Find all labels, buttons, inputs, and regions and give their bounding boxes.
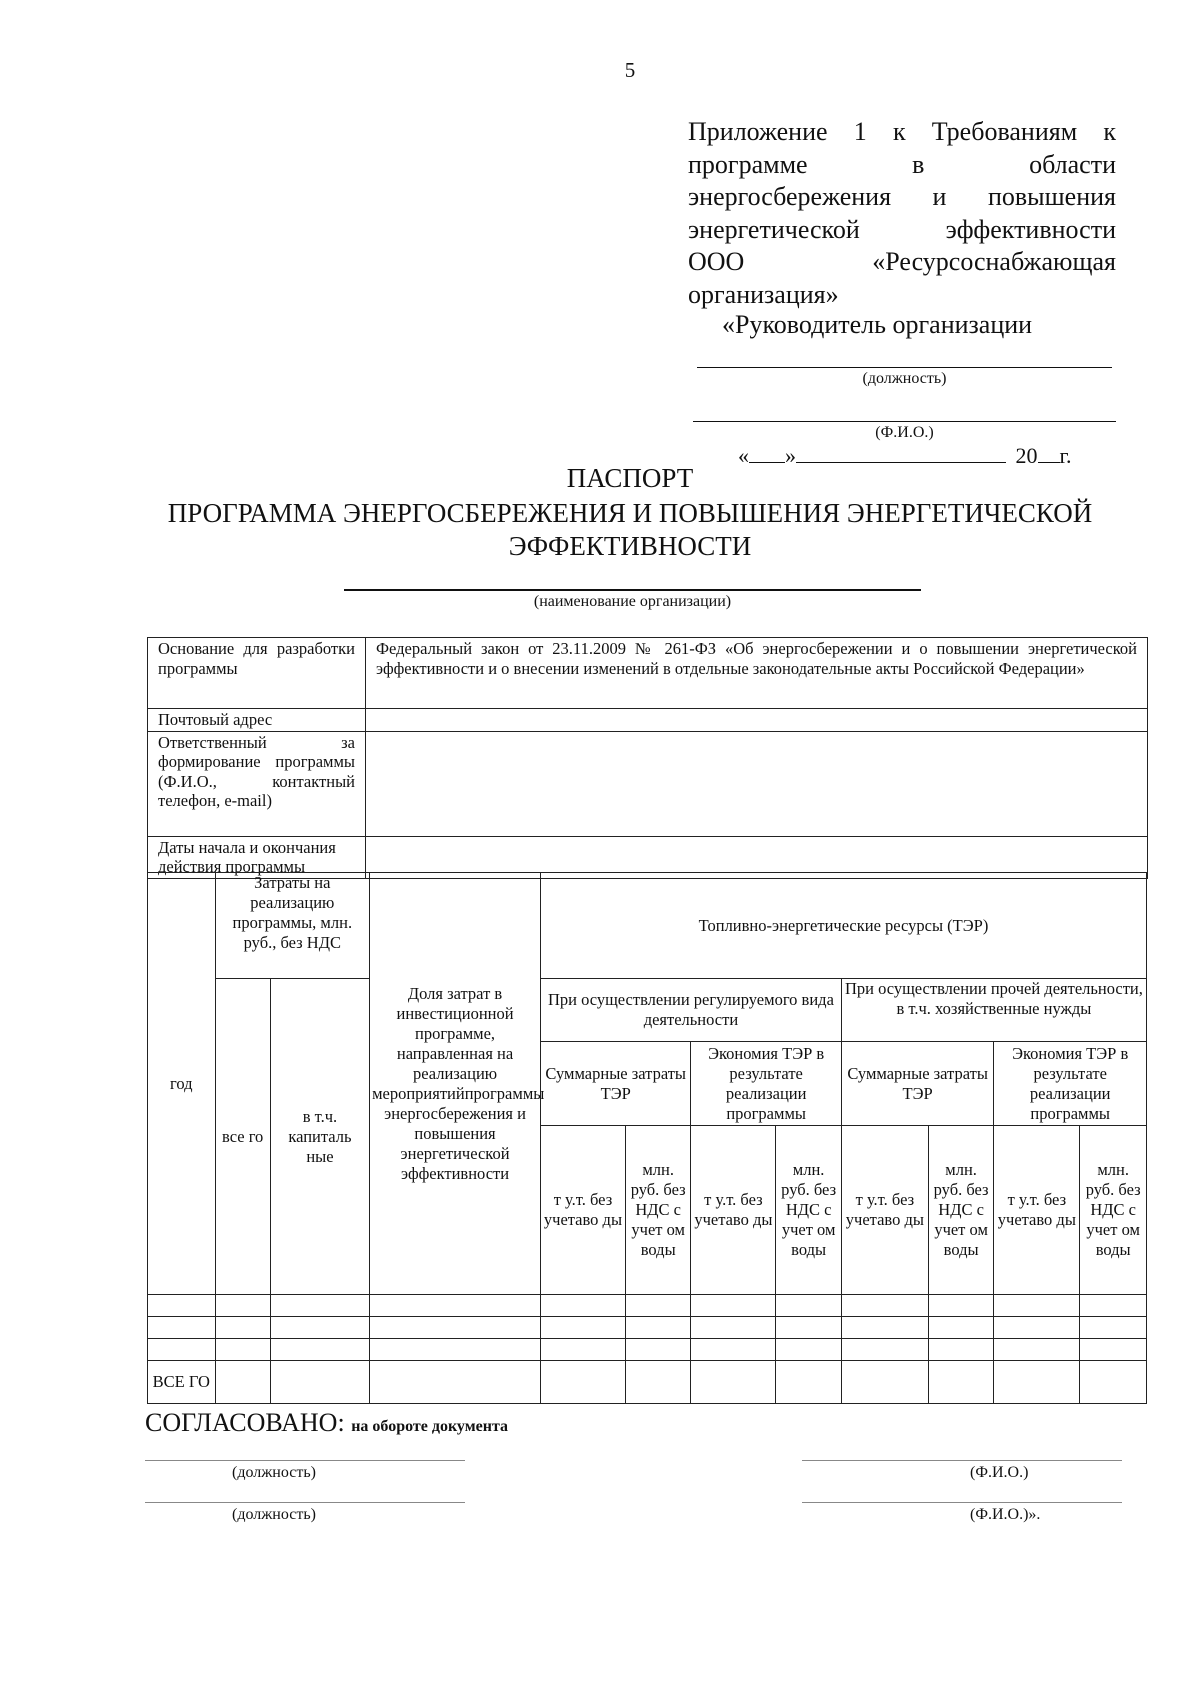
total-ter-costs-header: Суммарные затраты ТЭР: [841, 1042, 993, 1126]
fio-line: [693, 421, 1116, 422]
signature-line: [802, 1460, 1122, 1461]
signature-line: [802, 1502, 1122, 1503]
fio-caption: (Ф.И.О.): [875, 424, 934, 441]
appendix-line: Приложение 1 к Требованиям к: [688, 117, 1116, 146]
unit-tut-header: т у.т. без учетаво ды: [841, 1126, 928, 1295]
appendix-note: [688, 116, 1116, 311]
signature-fio-caption: (Ф.И.О.)».: [970, 1506, 1041, 1523]
info-label: Основание для разработки программы: [148, 638, 366, 709]
total-row-label: ВСЕ ГО: [148, 1361, 216, 1404]
ter-economy-header: Экономия ТЭР в результате реализации программы: [691, 1042, 841, 1126]
appendix-line: ООО «Ресурсоснабжающая: [688, 247, 1116, 276]
signature-position-caption: (должность): [232, 1506, 316, 1523]
total-row: [148, 1361, 1147, 1404]
energy-costs-table: [147, 872, 1147, 1404]
info-row: [148, 731, 1148, 836]
info-value: Федеральный закон от 23.11.2009 № 261-ФЗ «Об энергосбережении и о повышении энергетической эффективности и о внесении изменений в отдельные законодательные акты Российской Федерации»: [366, 638, 1148, 709]
document-title: ПАСПОРТ: [566, 463, 694, 493]
unit-rub-header: млн. руб. без НДС с учет ом воды: [1080, 1126, 1147, 1295]
signature-line: [145, 1502, 465, 1503]
month-blank: [796, 444, 1006, 463]
approved-block: [145, 1408, 508, 1438]
signature-fio-caption: (Ф.И.О.): [970, 1464, 1029, 1481]
ter-economy-header: Экономия ТЭР в результате реализации программы: [994, 1042, 1147, 1126]
unit-rub-header: млн. руб. без НДС с учет ом воды: [625, 1126, 691, 1295]
total-ter-costs-header: Суммарные затраты ТЭР: [541, 1042, 691, 1126]
year-blank: [1038, 444, 1060, 463]
appendix-line: организация»: [688, 279, 839, 309]
unit-tut-header: т у.т. без учетаво ды: [541, 1126, 626, 1295]
costs-header: Затраты на реализацию программы, млн. руб., без НДС: [215, 873, 370, 979]
date-open-quote: «: [738, 443, 749, 468]
ter-header: Топливно-энергетические ресурсы (ТЭР): [541, 873, 1147, 979]
appendix-line: программе в области: [688, 149, 1116, 179]
info-value: [366, 709, 1148, 732]
appendix-line: энергосбережения и повышения: [688, 182, 1116, 211]
date-close-quote: »: [785, 443, 796, 468]
year-header: год: [148, 873, 216, 1295]
approved-label: СОГЛАСОВАНО:: [145, 1408, 345, 1437]
costs-capital-header: в т.ч. капиталь ные: [270, 979, 369, 1295]
empty-data-row: [148, 1317, 1147, 1339]
signature-position-caption: (должность): [232, 1464, 316, 1481]
info-value: [366, 731, 1148, 836]
day-blank: [749, 444, 785, 463]
unit-rub-header: млн. руб. без НДС с учет ом воды: [928, 1126, 994, 1295]
program-info-table: [147, 637, 1148, 879]
year-suffix: г.: [1059, 443, 1072, 468]
position-caption: (должность): [862, 370, 947, 387]
head-of-organization: «Руководитель организации: [722, 310, 1033, 339]
page-number: 5: [624, 58, 636, 82]
signature-line: [145, 1460, 465, 1461]
info-label: Ответственный за формирование программы (Ф.И.О., контактный телефон, e-mail): [148, 731, 366, 836]
appendix-line: энергетической эффективности: [688, 214, 1116, 244]
regulated-activity-header: При осуществлении регулируемого вида деятельности: [541, 979, 842, 1042]
program-title: ПРОГРАММА ЭНЕРГОСБЕРЕЖЕНИЯ И ПОВЫШЕНИЯ ЭНЕРГЕТИЧЕСКОЙ ЭФФЕКТИВНОСТИ: [167, 498, 1093, 561]
info-label: Почтовый адрес: [148, 709, 366, 732]
unit-tut-header: т у.т. без учетаво ды: [691, 1126, 776, 1295]
unit-tut-header: т у.т. без учетаво ды: [994, 1126, 1080, 1295]
info-row: [148, 638, 1148, 709]
info-label: Даты начала и окончания действия программы: [148, 836, 366, 878]
year-prefix: 20: [1015, 443, 1038, 468]
other-activity-header: При осуществлении прочей деятельности, в т.ч. хозяйственные нужды: [841, 979, 1146, 1042]
organization-name-line: [344, 589, 921, 591]
empty-data-row: [148, 1295, 1147, 1317]
approved-note: на обороте документа: [351, 1418, 508, 1435]
unit-rub-header: млн. руб. без НДС с учет ом воды: [776, 1126, 842, 1295]
empty-data-row: [148, 1339, 1147, 1361]
position-line: [697, 367, 1112, 368]
share-header: Доля затрат в инвестиционной программе, направленная на реализацию мероприятийпрограммы энергосбережения и повышения энергетической эффективности: [370, 873, 541, 1295]
organization-name-caption: (наименование организации): [533, 593, 732, 610]
info-row: [148, 709, 1148, 732]
costs-total-header: все го: [215, 979, 270, 1295]
